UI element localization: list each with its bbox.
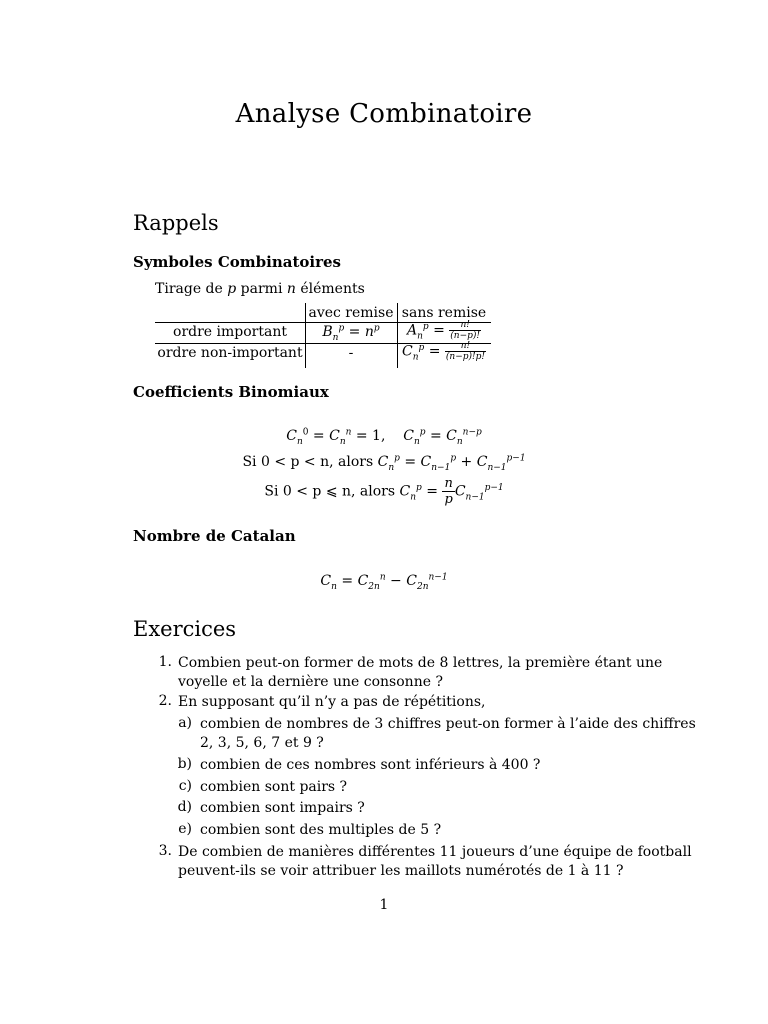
subsection-symboles-heading: Symboles Combinatoires <box>133 253 341 271</box>
binom-frac-num: n <box>444 476 453 491</box>
frac-non-num: n! <box>445 341 486 352</box>
subitem-line: combien sont pairs ? <box>200 779 348 795</box>
subsection-catalan-heading: Nombre de Catalan <box>133 527 296 545</box>
formula-combination-sans: $C_n^p$ = $\frac{n!}{(n-p)!p!}$ <box>401 341 486 363</box>
subitem-label: c) <box>178 778 192 794</box>
binomial-identity-2: Si 0 < p < n, alors $C_n^p = C_{n-1}^p + C_{n-1}^{p-1}$ <box>242 453 526 473</box>
catalan-formula: $C_n = C_{2n}^n - C_{2n}^{n-1}$ <box>320 572 448 592</box>
exercise-line: De combien de manières différentes 11 joueurs d’une équipe de football <box>178 844 692 860</box>
binomial-identity-1: $C_n^0 = C_n^n = 1$, $C_n^p = C_n^{n-p}$ <box>286 427 482 447</box>
page-number: 1 <box>379 897 389 913</box>
subitem-label: d) <box>177 799 192 815</box>
frac-important-num: n! <box>449 320 481 331</box>
tirage-prefix: Tirage de <box>155 281 228 297</box>
exercise-line: En supposant qu’il n’y a pas de répétitions, <box>178 694 486 710</box>
table-header-sans: sans remise <box>401 305 487 321</box>
tirage-sentence <box>155 281 365 297</box>
subitem-line: combien sont impairs ? <box>200 800 365 816</box>
subsection-coefficients-heading: Coefficients Binomiaux <box>133 383 329 401</box>
binom-condition-1: Si 0 < p < n, alors <box>242 454 374 470</box>
binom-frac-den: p <box>444 492 453 507</box>
exercise-number: 3. <box>158 843 172 859</box>
binom-condition-2: Si 0 < p ⩽ n, alors <box>264 483 396 500</box>
section-rappels-heading: Rappels <box>133 211 219 235</box>
tirage-p: p <box>227 281 237 297</box>
subitem-line: combien de ces nombres sont inférieurs à 400 ? <box>200 757 541 773</box>
exercise-line: peuvent-ils se voir attribuer les maillots numérotés de 1 à 11 ? <box>178 863 624 879</box>
subitem-line: combien de nombres de 3 chiffres peut-on former à l’aide des chiffres <box>200 716 696 732</box>
table-cell-dash: - <box>348 345 354 361</box>
document-title: Analyse Combinatoire <box>235 99 533 129</box>
formula-arrangement-avec: $B_n^p = n^p$ <box>322 323 380 343</box>
frac-important-den: (n−p)! <box>450 331 481 341</box>
exercise-number: 1. <box>158 654 172 670</box>
tirage-suffix: éléments <box>295 281 365 297</box>
subitem-label: b) <box>177 756 192 772</box>
tirage-n: n <box>286 281 296 297</box>
subitem-label: e) <box>178 821 192 837</box>
binomial-identity-3: Si 0 < p ⩽ n, alors $C_n^p$ = $\frac{n}{p}$ $C_{n-1}^{p-1}$ <box>264 476 504 507</box>
tirage-mid: parmi <box>236 281 287 297</box>
subitem-label: a) <box>178 715 192 731</box>
table-row-important-label: ordre important <box>173 324 287 340</box>
exercise-line: voyelle et la dernière une consonne ? <box>178 674 443 690</box>
section-exercices-heading: Exercices <box>133 617 237 641</box>
table-header-avec: avec remise <box>308 305 394 321</box>
table-row-non-important-label: ordre non-important <box>157 345 303 361</box>
exercise-number: 2. <box>158 693 172 709</box>
formula-arrangement-sans: $A_n^p$ = $\frac{n!}{(n-p)!}$ <box>406 320 481 342</box>
subitem-line: combien sont des multiples de 5 ? <box>200 822 442 838</box>
subitem-line: 2, 3, 5, 6, 7 et 9 ? <box>200 735 324 751</box>
frac-non-den: (n−p)!p! <box>445 352 486 362</box>
exercise-line: Combien peut-on former de mots de 8 lettres, la première étant une <box>178 655 663 671</box>
